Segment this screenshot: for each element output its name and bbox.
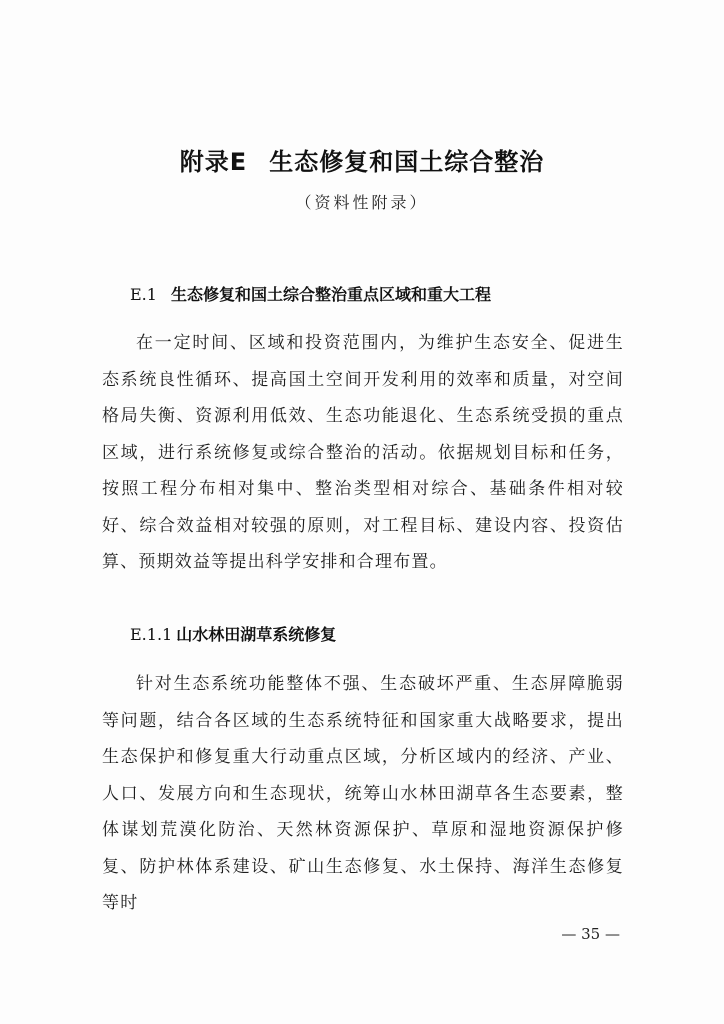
section-title: 生态修复和国土综合整治重点区域和重大工程	[170, 285, 491, 304]
section-number: E.1.1	[130, 625, 173, 644]
section-number: E.1	[130, 285, 157, 304]
page-title	[0, 142, 724, 177]
page-subtitle: （资料性附录）	[295, 193, 429, 212]
section-heading-e1-1	[130, 622, 336, 645]
section-paragraph-e1-1: 针对生态系统功能整体不强、生态破坏严重、生态屏障脆弱等问题，结合各区域的生态系统特征和国家重大战略要求，提出生态保护和修复重大行动重点区域，分析区域内的经济、产业、人口、发展方向和生态现状，统筹山水林田湖草各生态要素，整体谋划荒漠化防治、天然林资源保护、草原和湿地资源保护修复、防护林体系建设、矿山生态修复、水土保持、海洋生态修复等时	[102, 674, 624, 913]
title-main: 生态修复和国土综合整治	[269, 148, 545, 176]
section-paragraph-e1: 在一定时间、区域和投资范围内，为维护生态安全、促进生态系统良性循环、提高国土空间开发利用的效率和质量，对空间格局失衡、资源利用低效、生态功能退化、生态系统受损的重点区域，进行系统修复或综合整治的活动。依据规划目标和任务，按照工程分布相对集中、整治类型相对综合、基础条件相对较好、综合效益相对较强的原则，对工程目标、建设内容、投资估算、预期效益等提出科学安排和合理布置。	[102, 333, 624, 572]
section-heading-e1	[130, 282, 491, 305]
page-number: — 35 —	[561, 925, 620, 943]
section-title: 山水林田湖草系统修复	[176, 625, 337, 644]
title-prefix: 附录E	[179, 148, 248, 176]
